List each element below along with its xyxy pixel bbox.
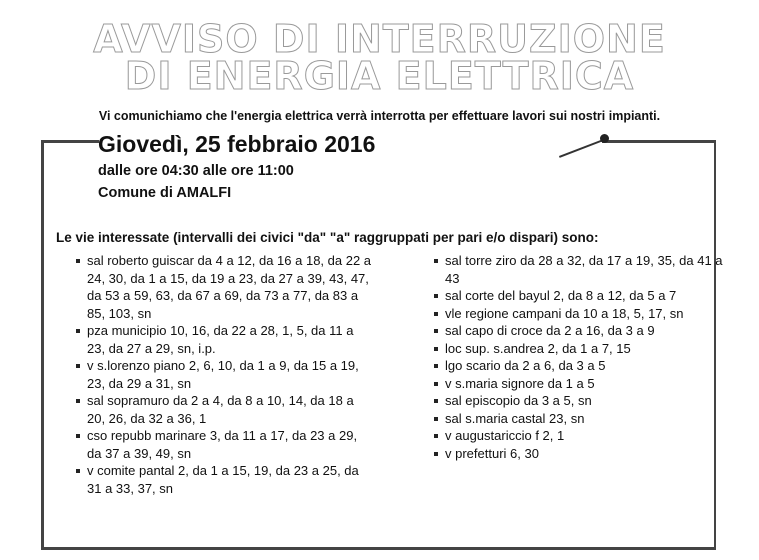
list-item: sal episcopio da 3 a 5, sn — [433, 392, 723, 410]
list-item: v prefetturi 6, 30 — [433, 445, 723, 463]
list-item: lgo scario da 2 a 6, da 3 a 5 — [433, 357, 723, 375]
title-line-1: AVVISO DI INTERRUZIONE — [93, 17, 666, 61]
list-item: vle regione campani da 10 a 18, 5, 17, sn — [433, 305, 723, 323]
list-item: cso repubb marinare 3, da 11 a 17, da 23 a 29, da 37 a 39, 49, sn — [75, 427, 375, 462]
streets-intro: Le vie interessate (intervalli dei civici "da" "a" raggruppati per pari e/o dispari) sono: — [56, 230, 599, 245]
list-item: sal sopramuro da 2 a 4, da 8 a 10, 14, da 18 a 20, 26, da 32 a 36, 1 — [75, 392, 375, 427]
outage-hours: dalle ore 04:30 alle ore 11:00 — [98, 163, 294, 179]
outage-date: Giovedì, 25 febbraio 2016 — [98, 131, 376, 157]
list-item: sal capo di croce da 2 a 16, da 3 a 9 — [433, 322, 723, 340]
list-item: sal torre ziro da 28 a 32, da 17 a 19, 35, da 41 a 43 — [433, 252, 723, 287]
pin-dot — [600, 134, 609, 143]
outage-comune: Comune di AMALFI — [98, 185, 232, 201]
list-item: sal s.maria castal 23, sn — [433, 410, 723, 428]
list-item: v augustariccio f 2, 1 — [433, 427, 723, 445]
frame-top-right-edge — [602, 140, 716, 143]
list-item: loc sup. s.andrea 2, da 1 a 7, 15 — [433, 340, 723, 358]
list-item: v comite pantal 2, da 1 a 15, 19, da 23 a 25, da 31 a 33, 37, sn — [75, 462, 375, 497]
list-item: sal roberto guiscar da 4 a 12, da 16 a 18, da 22 a 24, 30, da 1 a 15, da 19 a 23, da 27 a 39, 43, 47, da 53 a 59, 63, da 67 a 69, da 73 a 77, da 83 a 85, 103, sn — [75, 252, 375, 322]
list-item: v s.maria signore da 1 a 5 — [433, 375, 723, 393]
streets-list-left — [75, 252, 375, 497]
frame-top-left-edge — [41, 140, 99, 143]
title-line-2: DI ENERGIA ELETTRICA — [124, 54, 635, 98]
list-item: v s.lorenzo piano 2, 6, 10, da 1 a 9, da 15 a 19, 23, da 29 a 31, sn — [75, 357, 375, 392]
streets-list-right — [433, 252, 723, 462]
notice-text: Vi comunichiamo che l'energia elettrica verrà interrotta per effettuare lavori sui nostri impianti. — [98, 109, 661, 123]
list-item: pza municipio 10, 16, da 22 a 28, 1, 5, da 11 a 23, da 27 a 29, sn, i.p. — [75, 322, 375, 357]
list-item: sal corte del bayul 2, da 8 a 12, da 5 a 7 — [433, 287, 723, 305]
